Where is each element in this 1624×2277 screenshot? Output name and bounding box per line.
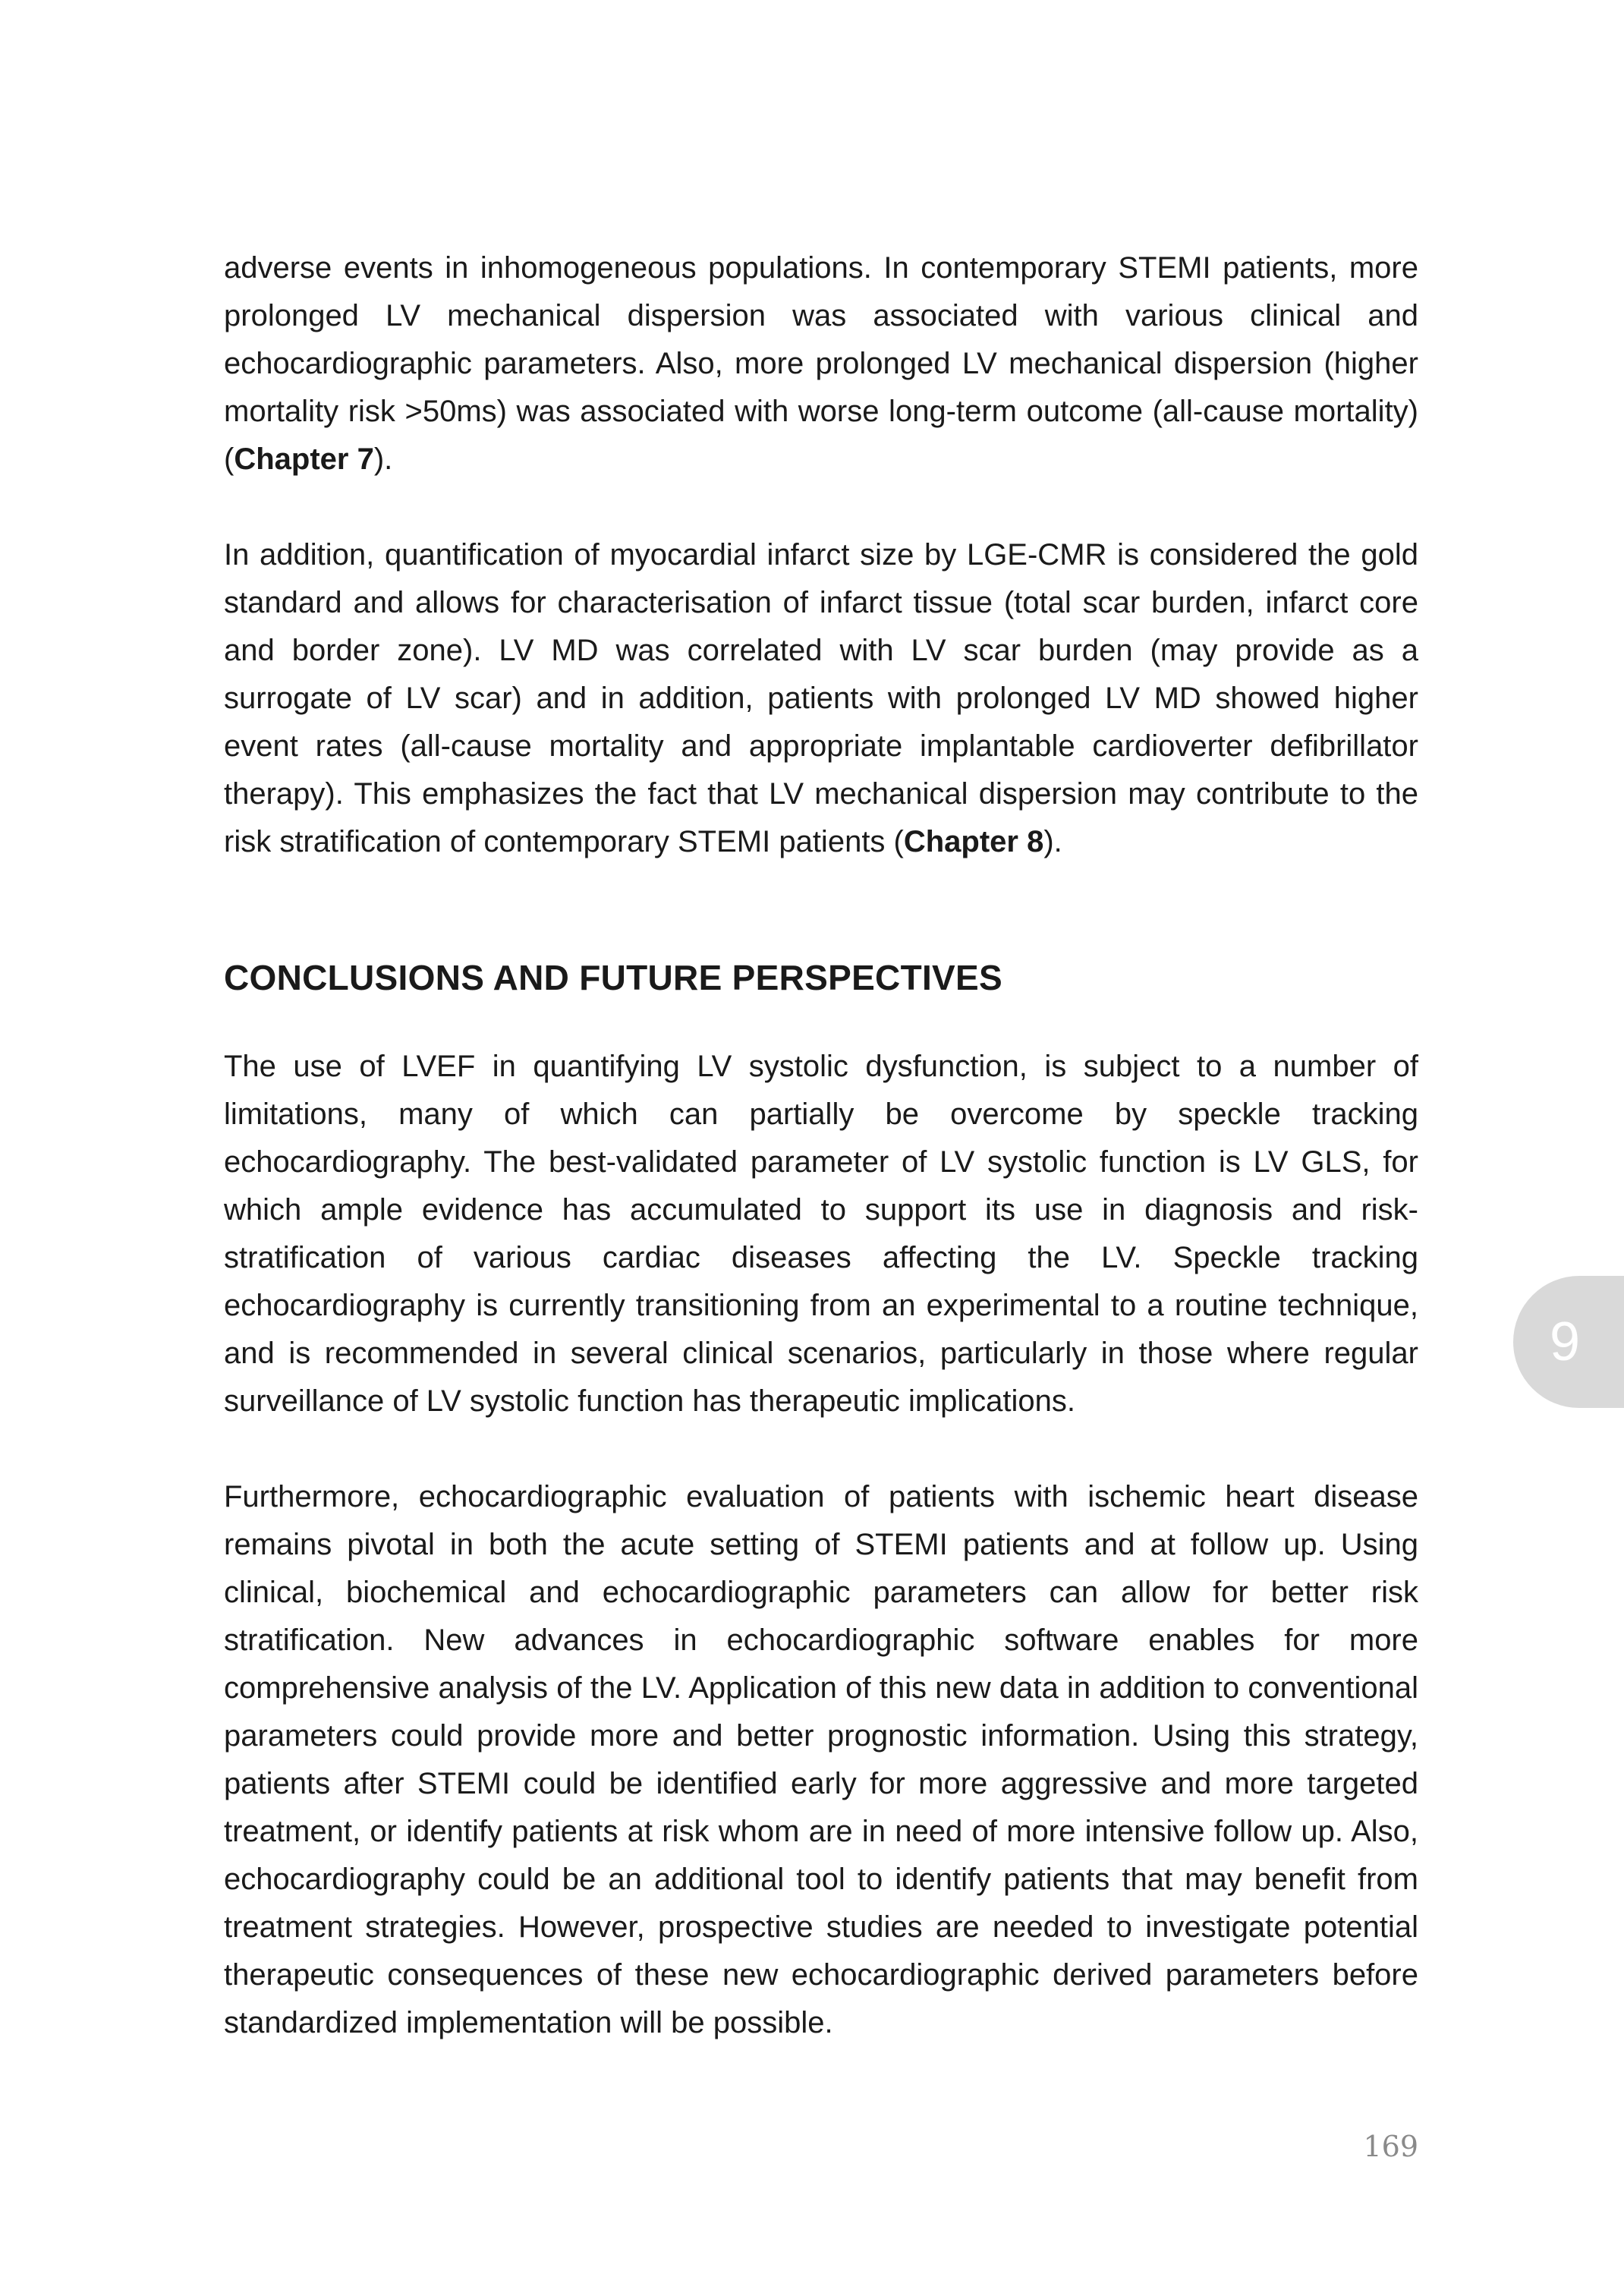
page-number: 169 (1363, 2130, 1418, 2163)
page-body (224, 244, 1418, 2047)
paragraph-future-perspectives: Furthermore, echocardiographic evaluation of patients with ischemic heart disease remains pivotal in both the acute setting of STEMI patients and at follow up. Using clinical, biochemical and echocardiographic parameters can allow for better risk stratification. New advances in echocardiographic software enables for more comprehensive analysis of the LV. Application of this new data in addition to conventional parameters could provide more and better prognostic information. Using this strategy, patients after STEMI could be identified early for more aggressive and more targeted treatment, or identify patients at risk whom are in need of more intensive follow up. Also, echocardiography could be an additional tool to identify patients that may benefit from treatment strategies. However, prospective studies are needed to investigate potential therapeutic consequences of these new echocardiographic derived parameters before standardized implementation will be possible. (224, 1480, 1418, 2039)
chapter-reference: Chapter 8 (903, 825, 1044, 858)
paragraph-text: In addition, quantification of myocardial infarct size by LGE-CMR is considered the gold standard and allows for characterisation of infarct tissue (total scar burden, infarct core and border zone). LV MD was correlated with LV scar burden (may provide as a surrogate of LV scar) and in addition, patients with prolonged LV MD showed higher event rates (all-cause mortality and appropriate implantable cardioverter defibrillator therapy). This emphasizes the fact that LV mechanical dispersion may contribute to the risk stratification of contemporary STEMI patients ( (224, 538, 1418, 858)
chapter-tab-number: 9 (1549, 1312, 1581, 1372)
paragraph-lvef-limitations: The use of LVEF in quantifying LV systolic dysfunction, is subject to a number of limitations, many of which can partially be overcome by speckle tracking echocardiography. The best-validated parameter of LV systolic function is LV GLS, for which ample evidence has accumulated to support its use in diagnosis and risk-stratification of various cardiac diseases affecting the LV. Speckle tracking echocardiography is currently transitioning from an experimental to a routine technique, and is recommended in several clinical scenarios, particularly in those where regular surveillance of LV systolic function has therapeutic implications. (224, 1050, 1418, 1418)
chapter-tab (1513, 1276, 1624, 1408)
section-heading: CONCLUSIONS AND FUTURE PERSPECTIVES (224, 958, 1003, 997)
paragraph-text: ). (1043, 825, 1062, 858)
paragraph-text: adverse events in inhomogeneous populations. In contemporary STEMI patients, more prolonged LV mechanical dispersion was associated with various clinical and echocardiographic parameters. Also, more prolonged LV mechanical dispersion (higher mortality risk >50ms) was associated with worse long-term outcome (all-cause mortality) ( (224, 251, 1418, 476)
paragraph-infarct-size (224, 531, 1418, 866)
paragraph-text: ). (373, 442, 393, 476)
paragraph-mechanical-dispersion (224, 244, 1418, 483)
chapter-reference: Chapter 7 (234, 442, 374, 476)
